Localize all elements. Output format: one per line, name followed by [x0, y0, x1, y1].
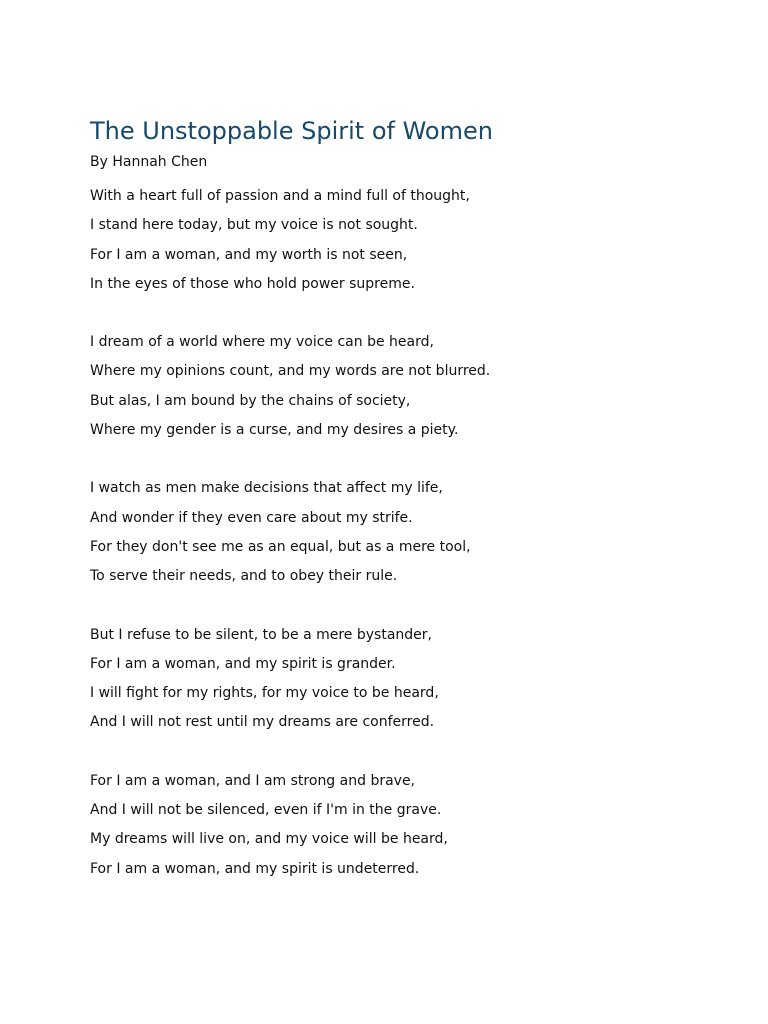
poem-line: To serve their needs, and to obey their rule. [90, 568, 398, 585]
poem-line: And I will not be silenced, even if I'm in the grave. [90, 802, 442, 819]
stanza-3 [90, 474, 730, 591]
poem-line: I will fight for my rights, for my voice to be heard, [90, 685, 439, 702]
poem-line: Where my opinions count, and my words are not blurred. [90, 363, 491, 380]
poem-line: With a heart full of passion and a mind full of thought, [90, 188, 470, 204]
poem-line: My dreams will live on, and my voice will be heard, [90, 831, 448, 848]
stanza-5 [90, 767, 730, 884]
poem-line: In the eyes of those who hold power supreme. [90, 275, 415, 292]
poem-line: For I am a woman, and my spirit is undeterred. [90, 860, 420, 877]
poem-author: By Hannah Chen [90, 154, 208, 170]
poem-line: For I am a woman, and I am strong and brave, [90, 772, 416, 789]
poem-line: And I will not rest until my dreams are conferred. [90, 714, 435, 731]
poem-title: The Unstoppable Spirit of Women [90, 117, 493, 145]
poem-line: And wonder if they even care about my strife. [90, 509, 413, 526]
stanza-2 [90, 328, 730, 445]
poem-line: I watch as men make decisions that affect my life, [90, 480, 443, 497]
poem-line: I stand here today, but my voice is not sought. [90, 217, 418, 234]
document-page [90, 114, 730, 884]
poem-line: But alas, I am bound by the chains of society, [90, 392, 411, 409]
poem-line: Where my gender is a curse, and my desires a piety. [90, 422, 459, 439]
poem-line: For I am a woman, and my worth is not seen, [90, 246, 408, 263]
poem-line: But I refuse to be silent, to be a mere bystander, [90, 626, 432, 643]
poem-line: For I am a woman, and my spirit is grander. [90, 655, 396, 672]
stanza-1 [90, 182, 730, 299]
poem-line: For they don't see me as an equal, but as a mere tool, [90, 538, 471, 555]
stanza-4 [90, 621, 730, 738]
poem-line: I dream of a world where my voice can be heard, [90, 334, 434, 351]
